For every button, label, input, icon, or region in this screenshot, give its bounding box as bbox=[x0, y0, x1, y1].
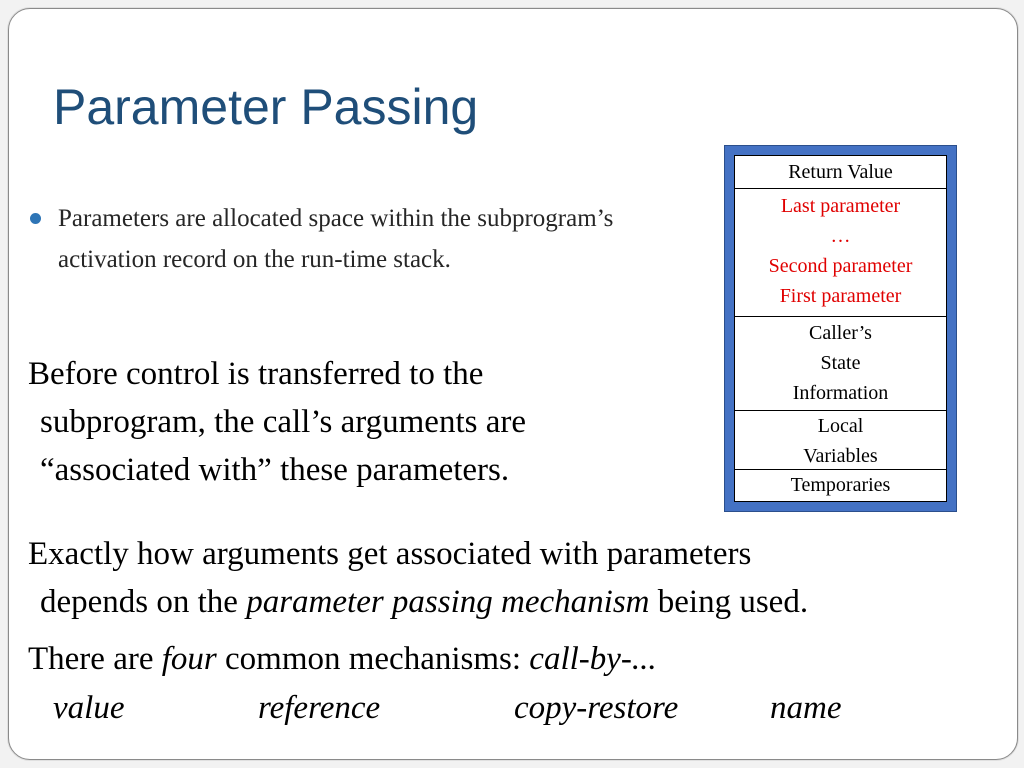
paragraph-line: “associated with” these parameters. bbox=[40, 452, 510, 488]
paragraph-line bbox=[28, 578, 808, 626]
paragraph-line bbox=[28, 635, 657, 683]
paragraph-association bbox=[28, 350, 526, 494]
ar-param-line: Last parameter bbox=[780, 195, 901, 217]
ar-temporaries: Temporaries bbox=[790, 474, 891, 496]
ar-param-line: … bbox=[830, 225, 851, 247]
text-run: depends on the bbox=[40, 584, 247, 620]
ar-param-line: First parameter bbox=[779, 285, 902, 307]
ar-parameters bbox=[735, 189, 946, 317]
page-title: Parameter Passing bbox=[53, 79, 479, 135]
ar-state-line: State bbox=[820, 352, 861, 374]
mechanism-value: value bbox=[53, 690, 125, 726]
activation-record-diagram bbox=[724, 145, 957, 512]
ar-locals-line: Local bbox=[817, 415, 864, 437]
mechanism-copy-restore: copy-restore bbox=[514, 690, 679, 726]
paragraph-line: subprogram, the call’s arguments are bbox=[40, 404, 526, 440]
ar-locals bbox=[735, 411, 946, 470]
ar-param-line: Second parameter bbox=[768, 255, 913, 277]
ar-state-line: Information bbox=[792, 382, 889, 404]
activation-record-frame bbox=[734, 155, 947, 502]
mechanism-reference: reference bbox=[258, 690, 381, 726]
bullet-item bbox=[30, 198, 642, 280]
bullet-dot-icon bbox=[30, 213, 41, 224]
mechanism-name: name bbox=[770, 690, 842, 726]
paragraph-line: Before control is transferred to the bbox=[28, 356, 484, 392]
emphasis-text: call-by-... bbox=[529, 641, 657, 677]
ar-return-value: Return Value bbox=[735, 156, 946, 189]
paragraph-line: Exactly how arguments get associated with parameters bbox=[28, 536, 752, 572]
bullet-text: Parameters are allocated space within the subprogram’s activation record on the run-time stack. bbox=[58, 205, 614, 273]
text-run: common mechanisms: bbox=[216, 641, 530, 677]
ar-locals-line: Variables bbox=[803, 445, 878, 467]
ar-state-line: Caller’s bbox=[809, 322, 872, 344]
text-run: being used. bbox=[649, 584, 809, 620]
emphasis-text: four bbox=[161, 641, 217, 677]
ar-callers-state bbox=[735, 317, 946, 411]
paragraph-four-mechanisms bbox=[28, 635, 657, 683]
paragraph-mechanism bbox=[28, 530, 808, 626]
text-run: There are bbox=[28, 641, 162, 677]
emphasis-text: parameter passing mechanism bbox=[246, 584, 650, 620]
